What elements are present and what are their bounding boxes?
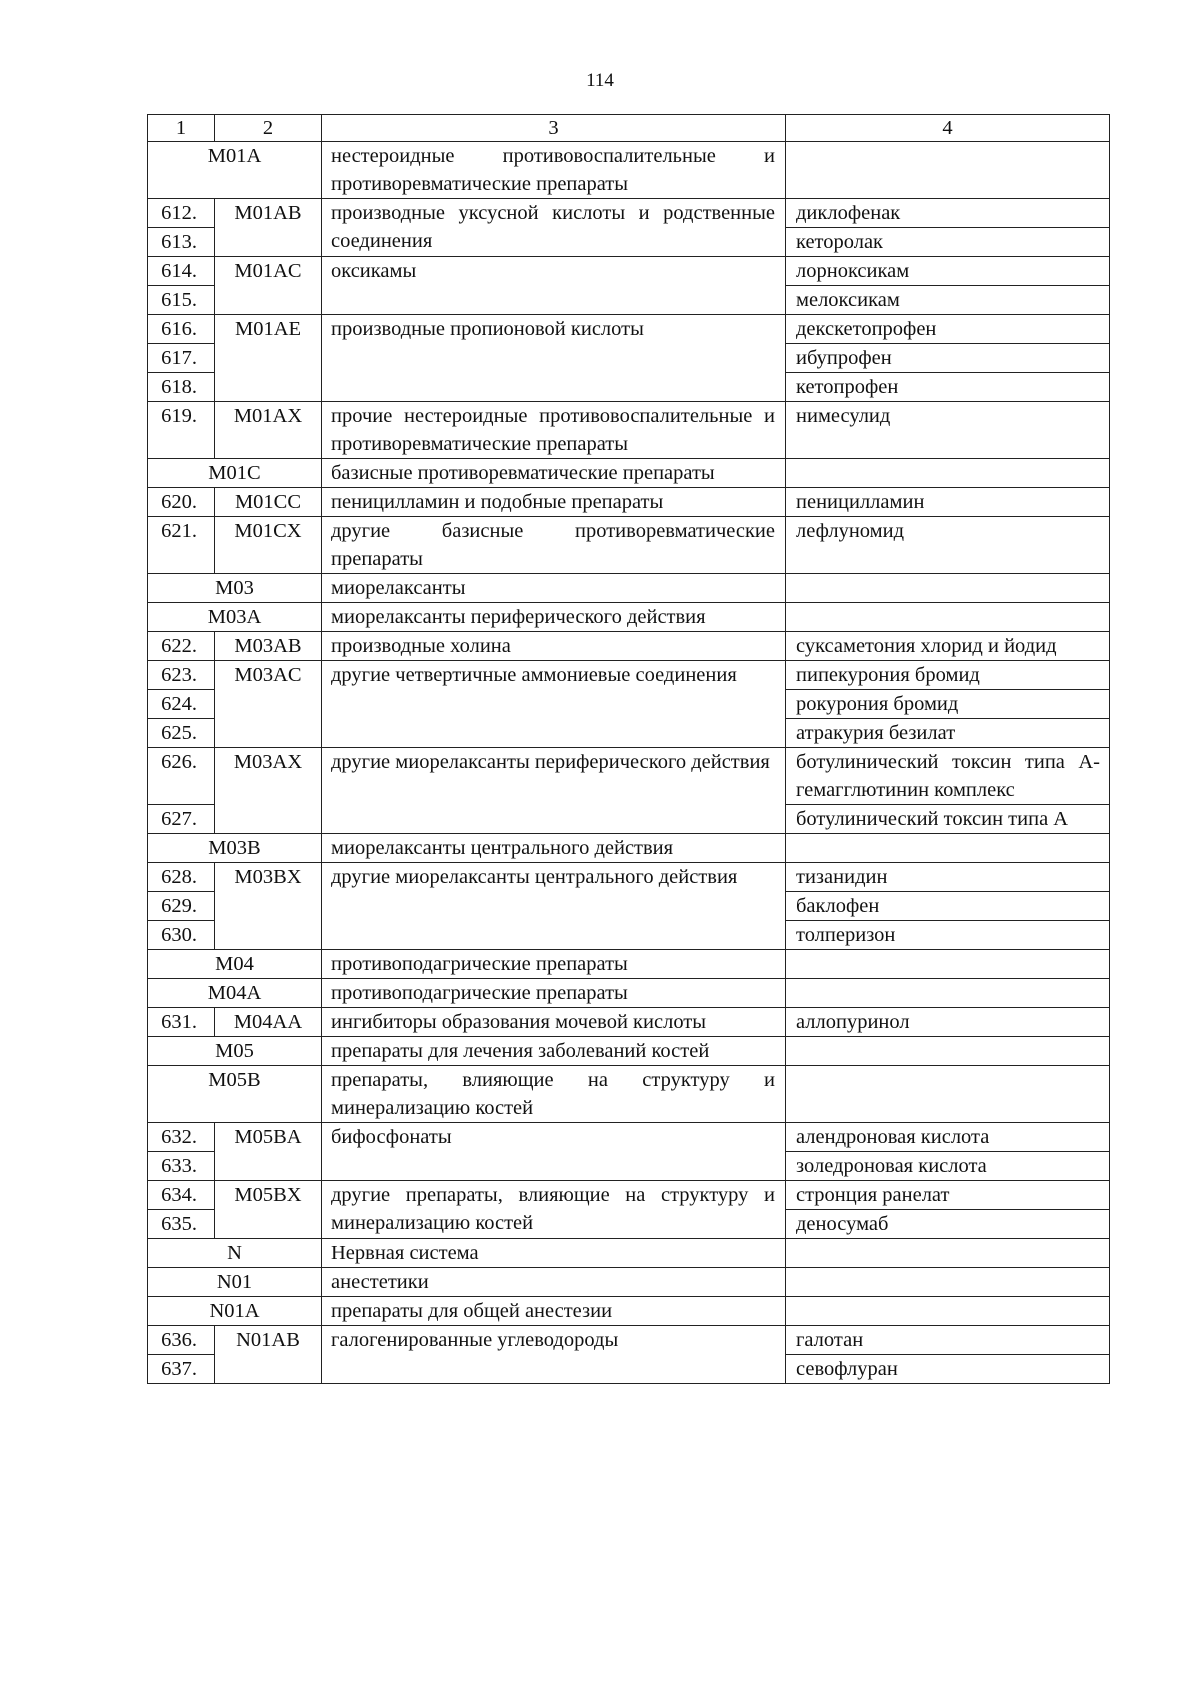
- drug-name: баклофен: [786, 892, 1110, 921]
- group-description: препараты для общей анестезии: [322, 1297, 786, 1326]
- drug-name: [786, 1037, 1110, 1066]
- class-description: галогенированные углеводороды: [322, 1326, 786, 1384]
- drug-name: [786, 979, 1110, 1008]
- atc-code: M03BX: [215, 863, 322, 950]
- row-number: 628.: [148, 863, 215, 892]
- group-row: [148, 1066, 1110, 1123]
- group-description: препараты, влияющие на структуру и минерализацию костей: [322, 1066, 786, 1123]
- group-code: M05: [148, 1037, 322, 1066]
- row-number: 617.: [148, 344, 215, 373]
- drug-name: галотан: [786, 1326, 1110, 1355]
- table-row: [148, 661, 1110, 690]
- class-description: производные холина: [322, 632, 786, 661]
- drug-name: кетопрофен: [786, 373, 1110, 402]
- group-description: миорелаксанты: [322, 574, 786, 603]
- table-row: [148, 199, 1110, 228]
- column-header: 2: [215, 115, 322, 142]
- group-code: M01A: [148, 142, 322, 199]
- group-row: [148, 574, 1110, 603]
- table-row: [148, 632, 1110, 661]
- drug-name: тизанидин: [786, 863, 1110, 892]
- group-description: базисные противоревматические препараты: [322, 459, 786, 488]
- drug-name: лорноксикам: [786, 257, 1110, 286]
- group-code: N01A: [148, 1297, 322, 1326]
- class-description: оксикамы: [322, 257, 786, 315]
- row-number: 629.: [148, 892, 215, 921]
- drug-name: [786, 1268, 1110, 1297]
- table-row: [148, 257, 1110, 286]
- drug-name: алендроновая кислота: [786, 1123, 1110, 1152]
- group-row: [148, 979, 1110, 1008]
- row-number: 634.: [148, 1181, 215, 1210]
- row-number: 619.: [148, 402, 215, 459]
- group-description: Нервная система: [322, 1239, 786, 1268]
- atc-code: M03AB: [215, 632, 322, 661]
- drug-name: декскетопрофен: [786, 315, 1110, 344]
- row-number: 614.: [148, 257, 215, 286]
- drug-name: [786, 834, 1110, 863]
- column-header: 4: [786, 115, 1110, 142]
- drug-name: [786, 1297, 1110, 1326]
- atc-code: M05BA: [215, 1123, 322, 1181]
- atc-code: M01CC: [215, 488, 322, 517]
- group-code: M04: [148, 950, 322, 979]
- drug-name: [786, 142, 1110, 199]
- group-row: [148, 950, 1110, 979]
- table-row: [148, 488, 1110, 517]
- group-row: [148, 142, 1110, 199]
- class-description: другие базисные противоревматические препараты: [322, 517, 786, 574]
- row-number: 618.: [148, 373, 215, 402]
- group-code: M03A: [148, 603, 322, 632]
- column-header: 1: [148, 115, 215, 142]
- drug-name: толперизон: [786, 921, 1110, 950]
- row-number: 612.: [148, 199, 215, 228]
- drug-name: [786, 1066, 1110, 1123]
- atc-code: M01AB: [215, 199, 322, 257]
- atc-code: N01AB: [215, 1326, 322, 1384]
- drug-name: [786, 459, 1110, 488]
- row-number: 630.: [148, 921, 215, 950]
- drug-name: аллопуринол: [786, 1008, 1110, 1037]
- table-row: [148, 1326, 1110, 1355]
- row-number: 624.: [148, 690, 215, 719]
- page-number: 114: [586, 70, 614, 91]
- row-number: 637.: [148, 1355, 215, 1384]
- group-row: [148, 834, 1110, 863]
- group-code: M01C: [148, 459, 322, 488]
- row-number: 623.: [148, 661, 215, 690]
- drug-name: пипекурония бромид: [786, 661, 1110, 690]
- class-description: производные пропионовой кислоты: [322, 315, 786, 402]
- class-description: прочие нестероидные противовоспалительные и противоревматические препараты: [322, 402, 786, 459]
- drug-name: ботулинический токсин типа А: [786, 805, 1110, 834]
- group-row: [148, 1239, 1110, 1268]
- drug-name: деносумаб: [786, 1210, 1110, 1239]
- drug-name: золедроновая кислота: [786, 1152, 1110, 1181]
- atc-code: M01AC: [215, 257, 322, 315]
- group-row: [148, 1297, 1110, 1326]
- drug-name: [786, 574, 1110, 603]
- atc-code: M01AE: [215, 315, 322, 402]
- row-number: 615.: [148, 286, 215, 315]
- drug-name: суксаметония хлорид и йодид: [786, 632, 1110, 661]
- drug-name: ибупрофен: [786, 344, 1110, 373]
- row-number: 616.: [148, 315, 215, 344]
- table-header-row: [148, 115, 1110, 142]
- group-code: M03: [148, 574, 322, 603]
- atc-code: M03AC: [215, 661, 322, 748]
- drug-name: [786, 950, 1110, 979]
- group-code: M03B: [148, 834, 322, 863]
- drug-name: пеницилламин: [786, 488, 1110, 517]
- drug-name: стронция ранелат: [786, 1181, 1110, 1210]
- row-number: 621.: [148, 517, 215, 574]
- table-row: [148, 517, 1110, 574]
- table-row: [148, 1123, 1110, 1152]
- row-number: 625.: [148, 719, 215, 748]
- row-number: 633.: [148, 1152, 215, 1181]
- group-description: миорелаксанты периферического действия: [322, 603, 786, 632]
- drug-name: мелоксикам: [786, 286, 1110, 315]
- table-row: [148, 1181, 1110, 1210]
- group-code: M05B: [148, 1066, 322, 1123]
- drug-name: севофлуран: [786, 1355, 1110, 1384]
- class-description: пеницилламин и подобные препараты: [322, 488, 786, 517]
- table-row: [148, 748, 1110, 805]
- row-number: 636.: [148, 1326, 215, 1355]
- row-number: 622.: [148, 632, 215, 661]
- table-row: [148, 863, 1110, 892]
- group-row: [148, 1037, 1110, 1066]
- class-description: другие препараты, влияющие на структуру и минерализацию костей: [322, 1181, 786, 1239]
- table-row: [148, 1008, 1110, 1037]
- drug-classification-table: [147, 114, 1110, 1384]
- class-description: другие миорелаксанты центрального действия: [322, 863, 786, 950]
- drug-name: лефлуномид: [786, 517, 1110, 574]
- drug-name: кеторолак: [786, 228, 1110, 257]
- atc-code: M01CX: [215, 517, 322, 574]
- drug-name: нимесулид: [786, 402, 1110, 459]
- drug-name: атракурия безилат: [786, 719, 1110, 748]
- drug-name: [786, 603, 1110, 632]
- group-description: препараты для лечения заболеваний костей: [322, 1037, 786, 1066]
- drug-name: [786, 1239, 1110, 1268]
- class-description: другие четвертичные аммониевые соединения: [322, 661, 786, 748]
- atc-code: M04AA: [215, 1008, 322, 1037]
- row-number: 613.: [148, 228, 215, 257]
- drug-name: ботулинический токсин типа А-гемагглютинин комплекс: [786, 748, 1110, 805]
- atc-code: M05BX: [215, 1181, 322, 1239]
- class-description: ингибиторы образования мочевой кислоты: [322, 1008, 786, 1037]
- row-number: 620.: [148, 488, 215, 517]
- row-number: 627.: [148, 805, 215, 834]
- group-code: N01: [148, 1268, 322, 1297]
- row-number: 631.: [148, 1008, 215, 1037]
- group-description: анестетики: [322, 1268, 786, 1297]
- class-description: производные уксусной кислоты и родственные соединения: [322, 199, 786, 257]
- class-description: бифосфонаты: [322, 1123, 786, 1181]
- group-code: N: [148, 1239, 322, 1268]
- row-number: 635.: [148, 1210, 215, 1239]
- drug-name: рокурония бромид: [786, 690, 1110, 719]
- group-description: миорелаксанты центрального действия: [322, 834, 786, 863]
- column-header: 3: [322, 115, 786, 142]
- table-row: [148, 315, 1110, 344]
- atc-code: M01AX: [215, 402, 322, 459]
- group-description: противоподагрические препараты: [322, 979, 786, 1008]
- table-body: [148, 115, 1110, 1384]
- class-description: другие миорелаксанты периферического действия: [322, 748, 786, 834]
- group-description: нестероидные противовоспалительные и противоревматические препараты: [322, 142, 786, 199]
- group-code: M04A: [148, 979, 322, 1008]
- row-number: 632.: [148, 1123, 215, 1152]
- atc-code: M03AX: [215, 748, 322, 834]
- group-row: [148, 603, 1110, 632]
- group-row: [148, 1268, 1110, 1297]
- group-description: противоподагрические препараты: [322, 950, 786, 979]
- group-row: [148, 459, 1110, 488]
- drug-name: диклофенак: [786, 199, 1110, 228]
- table-row: [148, 402, 1110, 459]
- row-number: 626.: [148, 748, 215, 805]
